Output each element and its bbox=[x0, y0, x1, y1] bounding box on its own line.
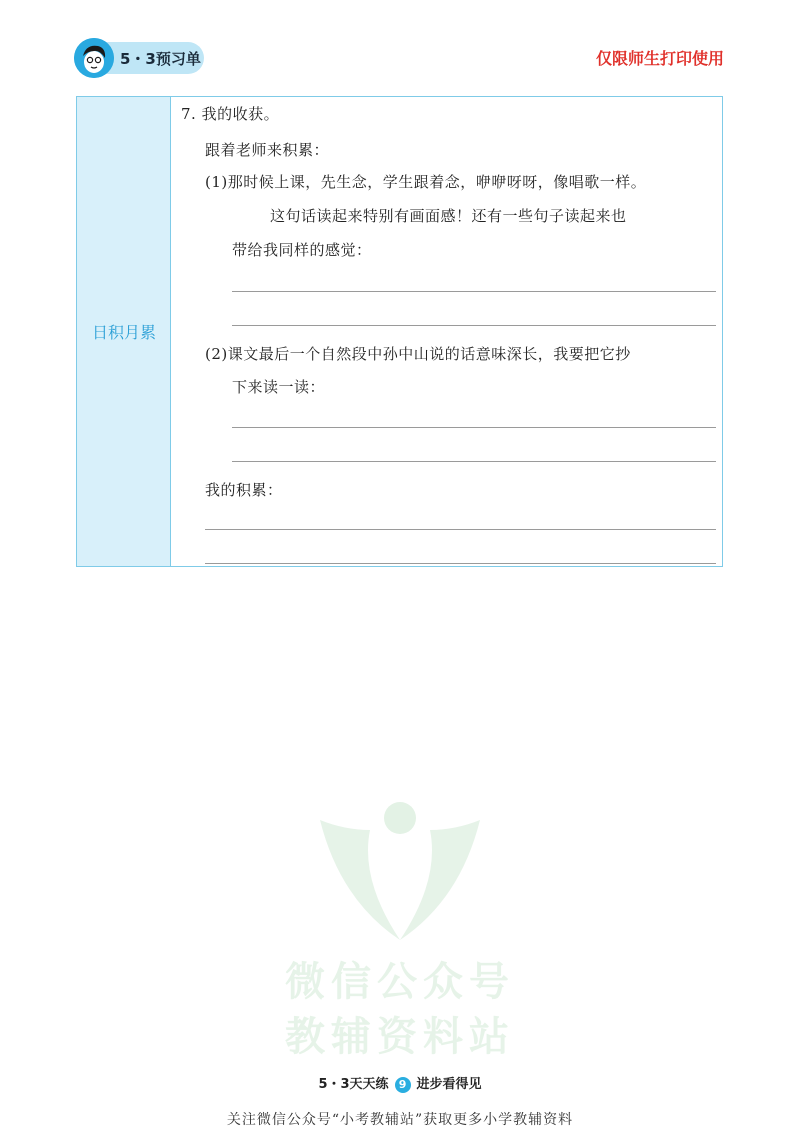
section-sidebar bbox=[77, 97, 171, 566]
answer-line[interactable] bbox=[232, 291, 716, 292]
watermark-line-1: 微信公众号 bbox=[285, 959, 515, 1005]
watermark-line-2: 教辅资料站 bbox=[285, 1014, 515, 1060]
question-1-line-3: 带给我同样的感觉： bbox=[232, 241, 372, 259]
answer-line[interactable] bbox=[205, 529, 716, 530]
section-label: 日积月累 bbox=[91, 323, 156, 342]
item-title: 7. 我的收获。 bbox=[181, 105, 280, 123]
question-2-line-2: 下来读一读： bbox=[232, 378, 326, 396]
mascot-avatar-icon bbox=[74, 38, 114, 78]
bottom-note: 关注微信公众号“小考教辅站”获取更多小学教辅资料 bbox=[226, 1112, 574, 1128]
watermark-logo-icon bbox=[300, 790, 500, 954]
brand-label: 5・3预习单 bbox=[120, 50, 201, 68]
answer-line[interactable] bbox=[232, 427, 716, 428]
question-1-line-1: (1)那时候上课，先生念，学生跟着念，咿咿呀呀，像唱歌一样。 bbox=[205, 173, 647, 191]
footer-slogan: 进步看得见 bbox=[416, 1077, 482, 1092]
question-1-line-2: 这句话读起来特别有画面感！还有一些句子读起来也 bbox=[270, 207, 627, 225]
footer bbox=[0, 1073, 800, 1093]
question-2-line-1: (2)课文最后一个自然段中孙中山说的话意味深长，我要把它抄 bbox=[205, 345, 631, 363]
intro-text: 跟着老师来积累： bbox=[205, 141, 330, 159]
page-number: 9 bbox=[395, 1077, 411, 1093]
footer-brand: 5・3天天练 bbox=[318, 1077, 389, 1092]
answer-line[interactable] bbox=[232, 461, 716, 462]
my-collection-label: 我的积累： bbox=[205, 481, 283, 499]
print-notice: 仅限师生打印使用 bbox=[595, 49, 724, 68]
answer-line[interactable] bbox=[232, 325, 716, 326]
answer-line[interactable] bbox=[205, 563, 716, 564]
exercise-box bbox=[76, 96, 723, 567]
